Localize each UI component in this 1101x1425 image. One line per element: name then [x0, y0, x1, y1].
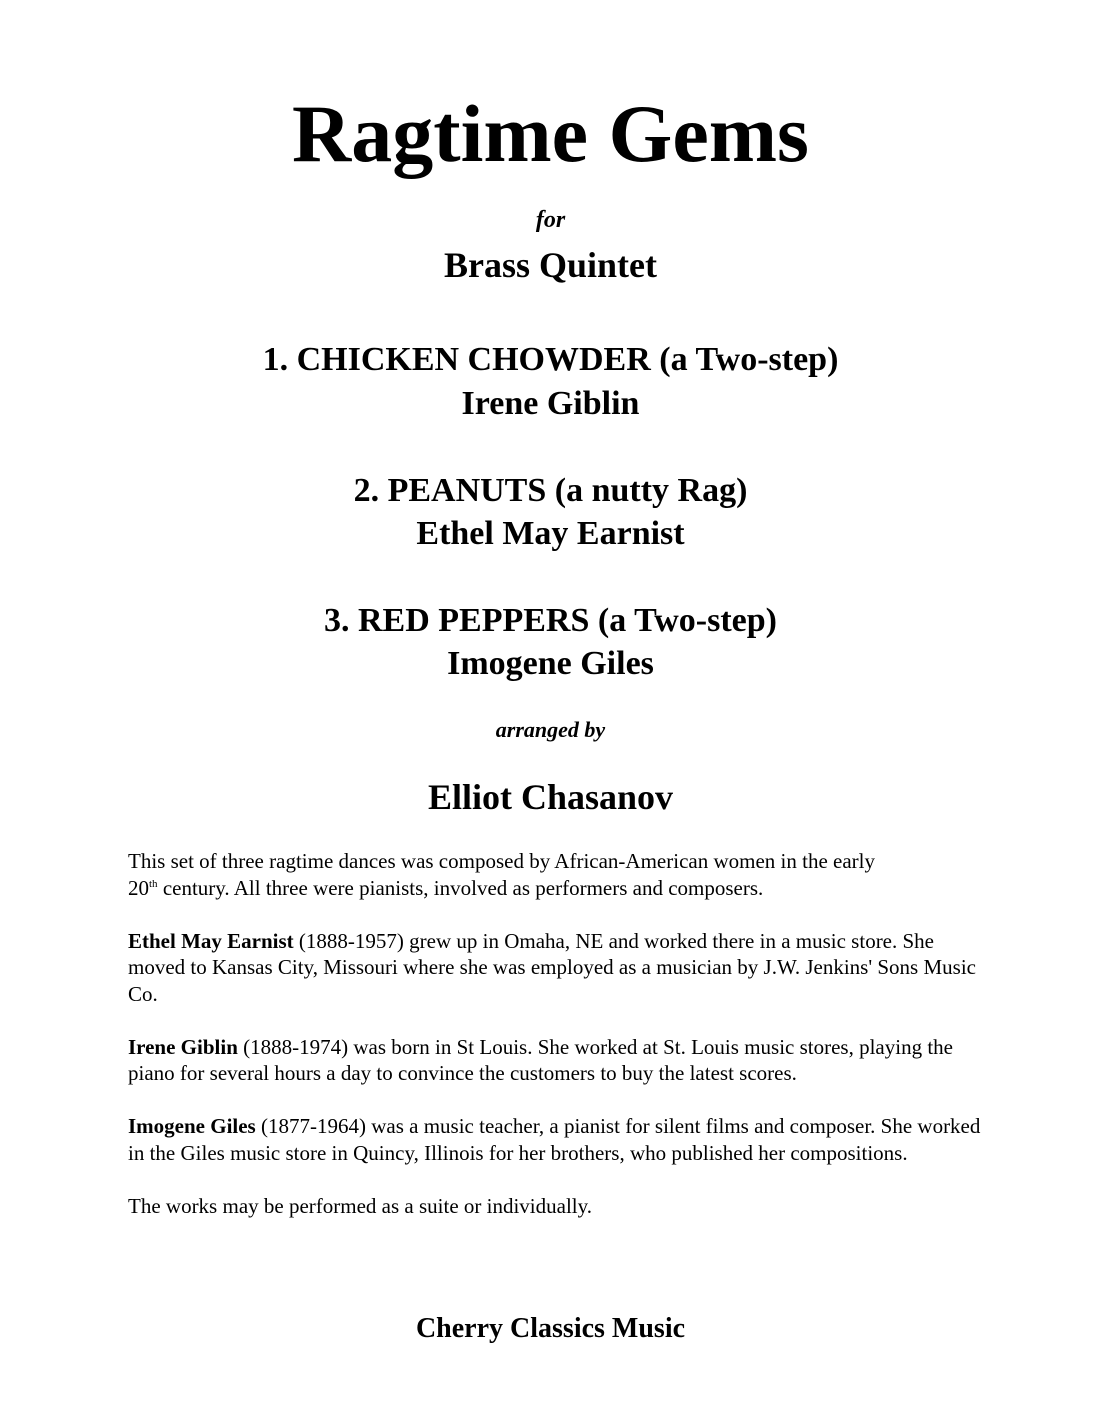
bio-name: Ethel May Earnist — [128, 928, 294, 953]
bio-name: Irene Giblin — [128, 1034, 238, 1059]
arranged-by-label: arranged by — [495, 717, 606, 742]
bio-name: Imogene Giles — [128, 1114, 256, 1138]
publisher-name: Cherry Classics Music — [415, 1313, 686, 1344]
intro-line-1: This set of three ragtime dances was composed by African-American women in the early — [128, 849, 875, 873]
century-number: 20 — [128, 875, 149, 900]
intro-line-2: century. All three were pianists, involved as performers and composers. — [157, 875, 764, 900]
piece-1-title: 1. CHICKEN CHOWDER (a Two-step) — [262, 341, 839, 378]
bio-irene-giblin — [128, 1034, 988, 1087]
bio-ethel-may-earnist — [128, 928, 988, 1008]
piece-1-composer: Irene Giblin — [461, 385, 640, 422]
piece-3-title: 3. RED PEPPERS (a Two-step) — [323, 602, 778, 639]
bio-text: (1888-1957) grew up in Omaha, NE and worked there in a music store. She moved to Kansas City, Missouri where she was employed as a musician by J.W. Jenkins' Sons Music Co. — [128, 928, 976, 1006]
ensemble-name: Brass Quintet — [443, 245, 657, 285]
arranger-name: Elliot Chasanov — [427, 777, 674, 817]
bio-text: (1888-1974) was born in St Louis. She worked at St. Louis music stores, playing the piano for several hours a day to convince the customers to buy the latest scores. — [128, 1034, 953, 1085]
piece-3-composer: Imogene Giles — [447, 645, 654, 682]
bio-imogene-giles — [128, 1113, 988, 1166]
page-title: Ragtime Gems — [292, 88, 809, 179]
intro-paragraph — [128, 848, 988, 901]
program-notes — [128, 848, 988, 1246]
closing-note: The works may be performed as a suite or individually. — [128, 1193, 593, 1218]
piece-2-title: 2. PEANUTS (a nutty Rag) — [353, 472, 748, 509]
for-label: for — [535, 207, 566, 233]
century-suffix: th — [149, 877, 158, 890]
piece-2-composer: Ethel May Earnist — [416, 515, 685, 552]
bio-text: (1877-1964) was a music teacher, a pianist for silent films and composer. She worked in the Giles music store in Quincy, Illinois for her brothers, who published her compositions. — [128, 1114, 981, 1165]
